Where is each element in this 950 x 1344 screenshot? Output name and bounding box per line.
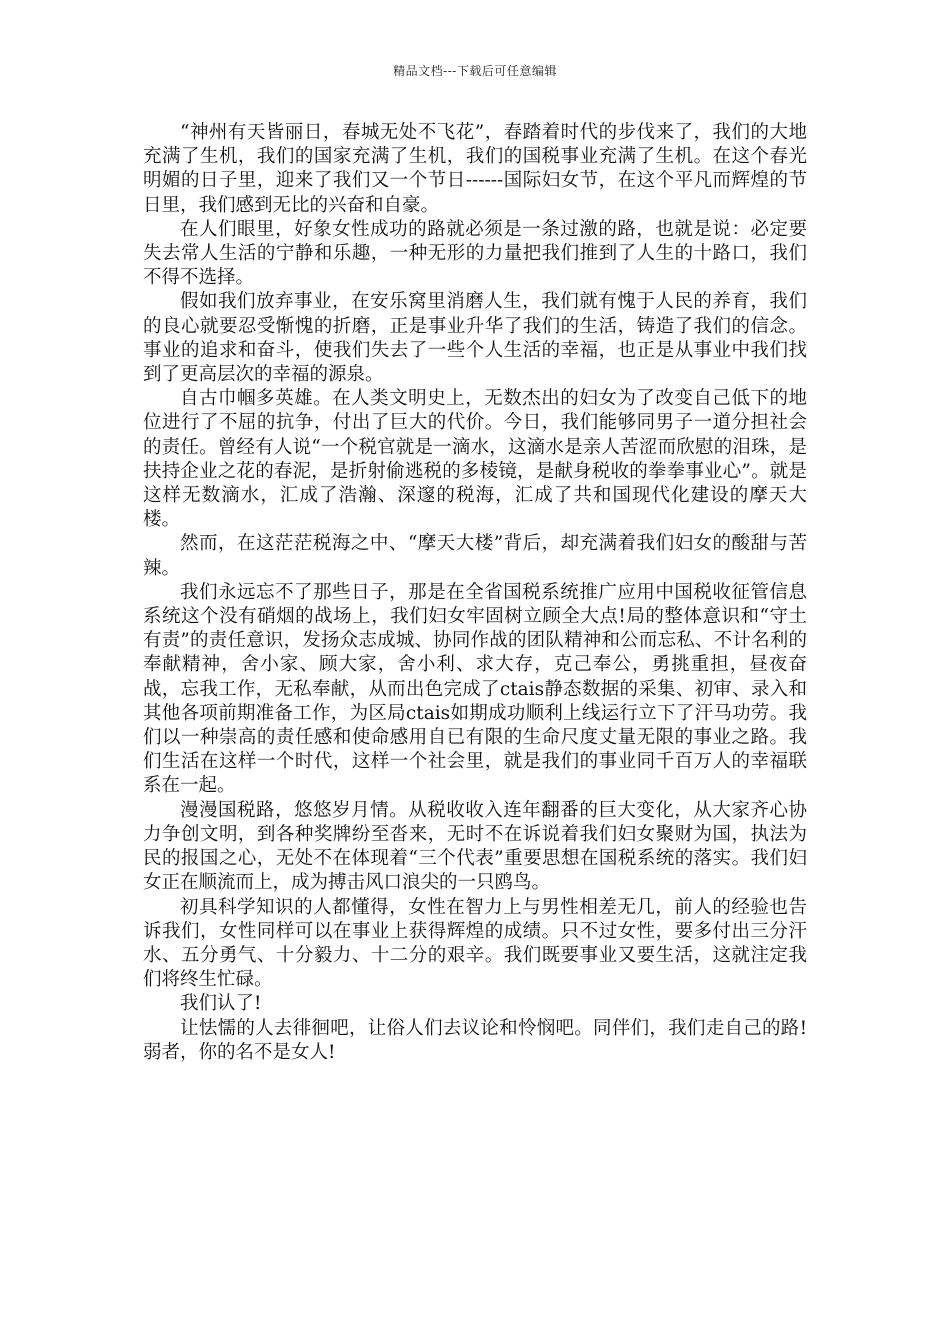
paragraph: 自古巾帼多英雄。在人类文明史上，无数杰出的妇女为了改变自己低下的地位进行了不屈的抗争，付出了巨大的代价。今日，我们能够同男子一道分担社会的责任。曾经有人说“一个税官就是一滴水，这滴水是亲人苦涩而欣慰的泪珠，是扶持企业之花的春泥，是折射偷逃税的多棱镜，是献身税收的拳拳事业心”。就是这样无数滴水，汇成了浩瀚、深邃的税海，汇成了共和国现代化建设的摩天大楼。	[143, 388, 807, 531]
paragraph: 初具科学知识的人都懂得，女性在智力上与男性相差无几，前人的经验也告诉我们，女性同样可以在事业上获得辉煌的成绩。只不过女性，要多付出三分汗水、五分勇气、十分毅力、十二分的艰辛。我们既要事业又要生活，这就注定我们将终生忙碌。	[143, 896, 807, 991]
page-header: 精品文档---下载后可任意编辑	[393, 64, 557, 78]
paragraph: 我们永远忘不了那些日子，那是在全省国税系统推广应用中国税收征管信息系统这个没有硝烟的战场上，我们妇女牢固树立顾全大点!局的整体意识和“守土有责”的责任意识，发扬众志成城、协同作战的团队精神和公而忘私、不计名利的奉献精神，舍小家、顾大家，舍小利、求大存，克己奉公，勇挑重担，昼夜奋战，忘我工作，无私奉献，从而出色完成了ctais静态数据的采集、初审、录入和其他各项前期准备工作，为区局ctais如期成功顺利上线运行立下了汗马功劳。我们以一种崇高的责任感和使命感用自已有限的生命尺度丈量无限的事业之路。我们生活在这样一个时代，这样一个社会里，就是我们的事业同千百万人的幸福联系在一起。	[143, 581, 807, 797]
paragraph: 假如我们放弃事业，在安乐窝里消磨人生，我们就有愧于人民的养育，我们的良心就要忍受惭愧的折磨，正是事业升华了我们的生活，铸造了我们的信念。事业的追求和奋斗，使我们失去了一些个人生活的幸福，也正是从事业中我们找到了更高层次的幸福的源泉。	[143, 291, 807, 386]
paragraph: 我们认了!	[180, 993, 262, 1015]
paragraph: 然而，在这茫茫税海之中、“摩天大楼”背后，却充满着我们妇女的酸甜与苦辣。	[143, 533, 807, 579]
document-body	[143, 121, 807, 1065]
paragraph: 让怯懦的人去徘徊吧，让俗人们去议论和怜悯吧。同伴们，我们走自己的路!弱者，你的名不是女人!	[143, 1017, 807, 1063]
paragraph: “神州有天皆丽日，春城无处不飞花”，春踏着时代的步伐来了，我们的大地充满了生机，我们的国家充满了生机，我们的国税事业充满了生机。在这个春光明媚的日子里，迎来了我们又一个节日------国际妇女节，在这个平凡而辉煌的节日里，我们感到无比的兴奋和自豪。	[143, 122, 807, 216]
paragraph: 漫漫国税路，悠悠岁月情。从税收收入连年翻番的巨大变化，从大家齐心协力争创文明，到各种奖牌纷至沓来，无时不在诉说着我们妇女聚财为国，执法为民的报国之心，无处不在体现着“三个代表”重要思想在国税系统的落实。我们妇女正在顺流而上，成为搏击风口浪尖的一只鸥鸟。	[143, 799, 807, 894]
paragraph: 在人们眼里，好象女性成功的路就必须是一条过激的路，也就是说：必定要失去常人生活的宁静和乐趣，一种无形的力量把我们推到了人生的十路口，我们不得不选择。	[143, 218, 807, 289]
